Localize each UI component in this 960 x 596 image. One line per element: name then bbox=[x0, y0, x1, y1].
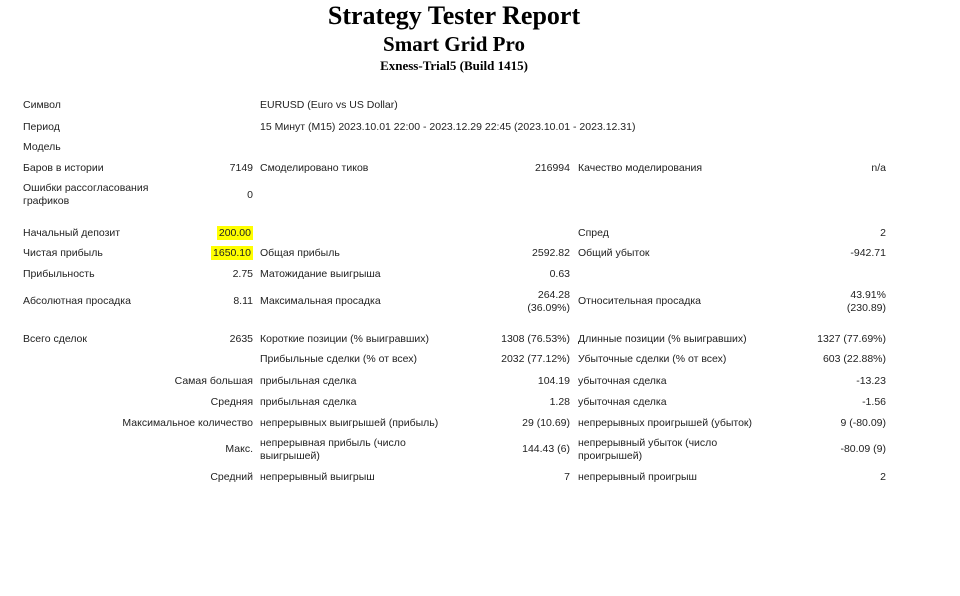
report-title: Strategy Tester Report bbox=[327, 1, 581, 30]
total-trades-label: Всего сделок bbox=[23, 333, 87, 345]
average-consecutive-losses-value: 2 bbox=[880, 471, 886, 483]
spread-label: Спред bbox=[578, 227, 609, 239]
mismatch-errors-label: Ошибки рассогласования графиков bbox=[23, 182, 149, 207]
max-consecutive-profit-label: непрерывная прибыль (число выигрышей) bbox=[260, 437, 406, 462]
total-trades-value: 2635 bbox=[229, 333, 253, 345]
period-label: Период bbox=[23, 121, 60, 133]
profit-trades-label: Прибыльные сделки (% от всех) bbox=[260, 353, 418, 365]
initial-deposit-cell bbox=[150, 227, 253, 240]
modelling-quality-value: n/a bbox=[871, 162, 886, 174]
long-positions-value: 1327 (77.69%) bbox=[817, 333, 886, 345]
max-consecutive-losses-label: непрерывных проигрышей (убыток) bbox=[578, 417, 753, 429]
net-profit-label: Чистая прибыль bbox=[23, 247, 103, 259]
expected-payoff-value: 0.63 bbox=[549, 268, 570, 280]
max-consecutive-wins-value: 29 (10.69) bbox=[522, 417, 570, 429]
mismatch-errors-value: 0 bbox=[247, 189, 253, 201]
initial-deposit-label: Начальный депозит bbox=[23, 227, 121, 239]
average-consecutive-wins-value: 7 bbox=[564, 471, 570, 483]
net-profit-cell bbox=[150, 247, 253, 260]
gross-profit-value: 2592.82 bbox=[532, 247, 570, 259]
relative-drawdown-label: Относительная просадка bbox=[578, 295, 701, 307]
average-profit-label: прибыльная сделка bbox=[260, 396, 357, 408]
maximal-drawdown-label: Максимальная просадка bbox=[260, 295, 381, 307]
largest-profit-label: прибыльная сделка bbox=[260, 375, 357, 387]
relative-drawdown-value: 43.91% bbox=[850, 289, 886, 301]
ticks-label: Смоделировано тиков bbox=[260, 162, 369, 174]
max-consecutive-label: Максимальное количество bbox=[122, 417, 253, 429]
average-profit-value: 1.28 bbox=[549, 396, 570, 408]
largest-profit-value: 104.19 bbox=[537, 375, 570, 387]
bars-value: 7149 bbox=[229, 162, 253, 174]
loss-trades-label: Убыточные сделки (% от всех) bbox=[578, 353, 727, 365]
net-profit-value: 1650.10 bbox=[213, 247, 251, 259]
average-consecutive-label: Средний bbox=[210, 471, 253, 483]
symbol-value: EURUSD (Euro vs US Dollar) bbox=[260, 99, 398, 111]
short-positions-label: Короткие позиции (% выигравших) bbox=[260, 333, 430, 345]
profit-factor-value: 2.75 bbox=[232, 268, 253, 280]
max-consecutive-losses-value: 9 (-80.09) bbox=[840, 417, 886, 429]
initial-deposit-value: 200.00 bbox=[218, 227, 251, 239]
max-consecutive-loss-label: непрерывный убыток (число проигрышей) bbox=[578, 437, 718, 462]
loss-trades-value: 603 (22.88%) bbox=[822, 353, 886, 365]
bars-label: Баров в истории bbox=[23, 162, 104, 174]
max-consecutive-amount-label: Макс. bbox=[225, 443, 253, 455]
ticks-value: 216994 bbox=[534, 162, 570, 174]
maximal-drawdown-value: 264.28 bbox=[537, 289, 570, 301]
period-value: 15 Минут (M15) 2023.10.01 22:00 - 2023.12.29 22:45 (2023.10.01 - 2023.12.31) bbox=[260, 121, 636, 133]
largest-label: Самая большая bbox=[174, 375, 253, 387]
average-loss-label: убыточная сделка bbox=[578, 396, 667, 408]
max-consecutive-profit-value: 144.43 (6) bbox=[522, 443, 570, 455]
max-consecutive-loss-value: -80.09 (9) bbox=[840, 443, 886, 455]
average-consecutive-wins-label: непрерывный выигрыш bbox=[260, 471, 375, 483]
max-consecutive-wins-label: непрерывных выигрышей (прибыль) bbox=[260, 417, 439, 429]
gross-profit-label: Общая прибыль bbox=[260, 247, 340, 259]
model-label: Модель bbox=[23, 141, 61, 153]
profit-trades-value: 2032 (77.12%) bbox=[501, 353, 570, 365]
average-consecutive-losses-label: непрерывный проигрыш bbox=[578, 471, 697, 483]
absolute-drawdown-label: Абсолютная просадка bbox=[23, 295, 131, 307]
maximal-drawdown-pct: (36.09%) bbox=[527, 302, 570, 314]
gross-loss-value: -942.71 bbox=[850, 247, 886, 259]
spread-value: 2 bbox=[880, 227, 886, 239]
gross-loss-label: Общий убыток bbox=[578, 247, 650, 259]
average-loss-value: -1.56 bbox=[862, 396, 886, 408]
symbol-label: Символ bbox=[23, 99, 61, 111]
server-build: Exness-Trial5 (Build 1415) bbox=[380, 58, 528, 73]
long-positions-label: Длинные позиции (% выигравших) bbox=[578, 333, 747, 345]
short-positions-value: 1308 (76.53%) bbox=[501, 333, 570, 345]
expected-payoff-label: Матожидание выигрыша bbox=[260, 268, 381, 280]
profit-factor-label: Прибыльность bbox=[23, 268, 95, 280]
absolute-drawdown-value: 8.11 bbox=[233, 295, 253, 307]
average-label: Средняя bbox=[210, 396, 253, 408]
relative-drawdown-abs: (230.89) bbox=[846, 302, 886, 314]
expert-name: Smart Grid Pro bbox=[383, 32, 525, 56]
largest-loss-label: убыточная сделка bbox=[578, 375, 667, 387]
largest-loss-value: -13.23 bbox=[856, 375, 886, 387]
modelling-quality-label: Качество моделирования bbox=[578, 162, 703, 174]
